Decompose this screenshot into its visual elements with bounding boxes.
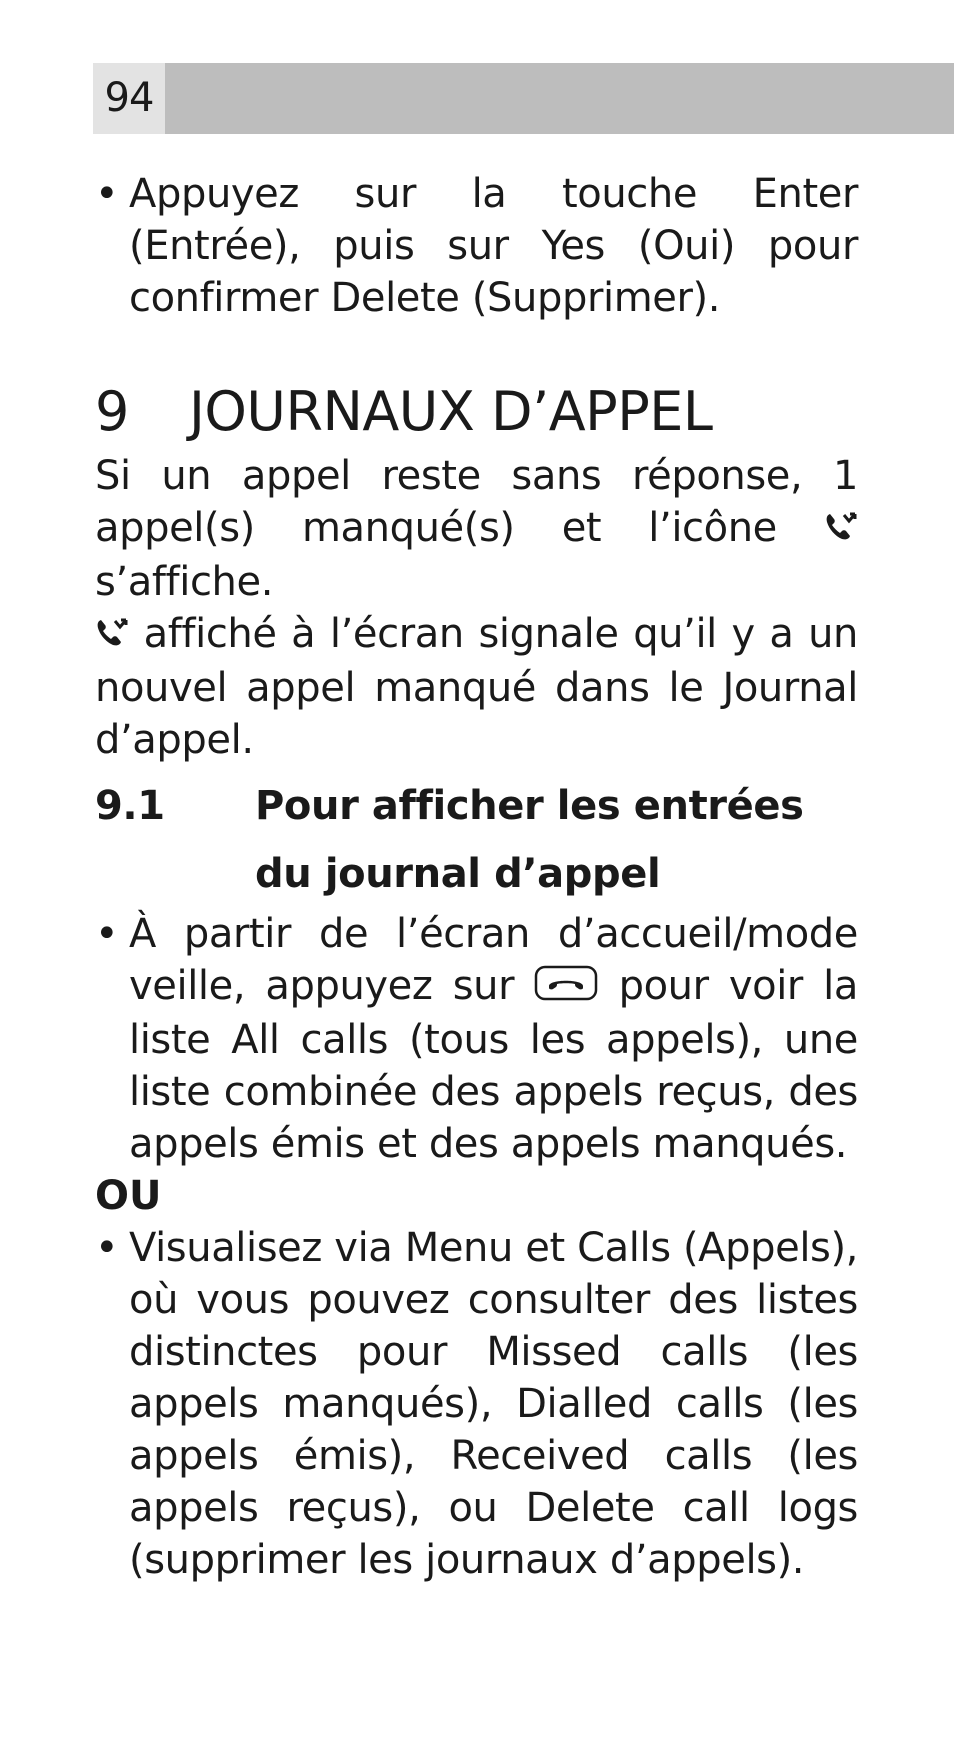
bullet-menu-calls <box>95 1222 858 1586</box>
subsection-heading <box>95 772 858 908</box>
section-title: JOURNAUX D’APPEL <box>189 380 713 443</box>
intro2-text: affiché à l’écran signale qu’il y a un nouvel appel manqué dans le Journal d’appel. <box>95 611 858 763</box>
intro-text-end: s’affiche. <box>95 559 274 605</box>
subsection-number: 9.1 <box>95 783 165 829</box>
page-content <box>95 168 858 1586</box>
bullet-dot: • <box>95 1225 119 1271</box>
bullet-text <box>129 908 858 1170</box>
bullet-text-end: pour voir la liste All calls (tous les appels), une liste combinée des appels reçus, des appels émis et des appels manqués. <box>129 963 858 1167</box>
bullet-text: Appuyez sur la touche Enter (Entrée), puis sur Yes (Oui) pour confirmer Delete (Supprimer). <box>129 171 858 321</box>
bullet-text-start: À partir de l’écran d’accueil/mode veille, appuyez sur <box>129 911 858 1009</box>
section-intro-2 <box>95 608 858 766</box>
section-number: 9 <box>95 380 129 443</box>
intro-text: Si un appel reste sans réponse, 1 appel(s) manqué(s) et l’icône <box>95 453 858 551</box>
subsection-title-line1: Pour afficher les entrées <box>255 783 804 829</box>
section-heading <box>95 380 858 444</box>
bullet-confirm-delete <box>95 168 858 324</box>
page-header-bar <box>93 63 954 134</box>
page-number: 94 <box>93 63 165 134</box>
missed-call-icon <box>824 504 858 556</box>
bullet-view-all-calls <box>95 908 858 1170</box>
or-label: OU <box>95 1173 162 1219</box>
missed-call-icon <box>95 610 129 662</box>
bullet-text: Visualisez via Menu et Calls (Appels), où vous pouvez consulter des listes distinctes pour Missed calls (les appels manqués), Dialled calls (les appels émis), Received calls (les appels reçus), ou Delete call logs (supprimer les journaux d’appels). <box>129 1225 858 1583</box>
subsection-title-line2: du journal d’appel <box>255 851 661 897</box>
bullet-dot: • <box>95 171 119 217</box>
bullet-dot: • <box>95 911 119 957</box>
call-key-icon <box>534 962 598 1014</box>
section-intro <box>95 450 858 608</box>
subsection-title <box>255 772 804 908</box>
